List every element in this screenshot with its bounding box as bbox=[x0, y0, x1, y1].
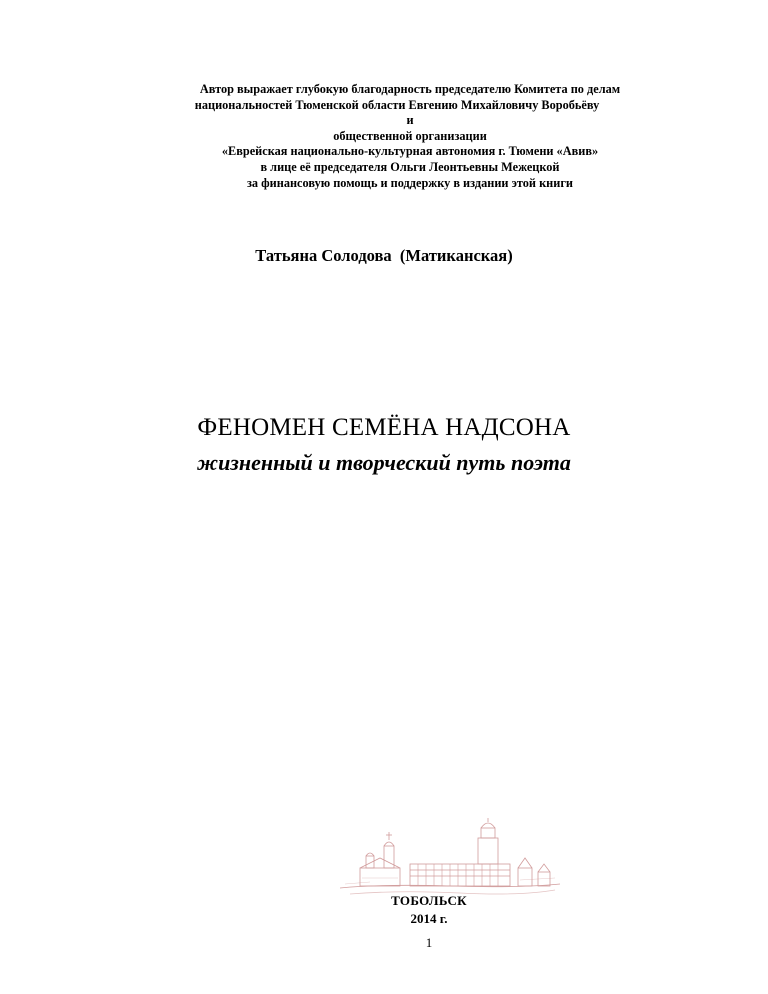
acknowledgement-line: национальностей Тюменской области Евгению Михайловичу Воробьёву bbox=[194, 97, 600, 112]
acknowledgement-line: общественной организации bbox=[333, 128, 487, 143]
acknowledgement-line: и bbox=[406, 113, 414, 128]
acknowledgement-line: Автор выражает глубокую благодарность председателю Комитета по делам bbox=[199, 82, 621, 96]
book-title: ФЕНОМЕН СЕМЁНА НАДСОНА bbox=[197, 414, 571, 441]
acknowledgement-line: за финансовую помощь и поддержку в издании этой книги bbox=[246, 175, 573, 190]
publication-year: 2014 г. bbox=[410, 911, 448, 926]
acknowledgement-line: в лице её председателя Ольги Леонтьевны Межецкой bbox=[260, 159, 560, 174]
page-number: 1 bbox=[425, 935, 433, 950]
author-name: Татьяна Солодова (Матиканская) bbox=[255, 246, 513, 265]
acknowledgement bbox=[130, 82, 690, 191]
acknowledgement-line: «Еврейская национально-культурная автономия г. Тюмени «Авив» bbox=[221, 144, 599, 159]
book-subtitle: жизненный и творческий путь поэта bbox=[197, 450, 571, 475]
tobolsk-kremlin-vignette bbox=[340, 818, 560, 904]
publication-city: ТОБОЛЬСК bbox=[391, 893, 467, 908]
